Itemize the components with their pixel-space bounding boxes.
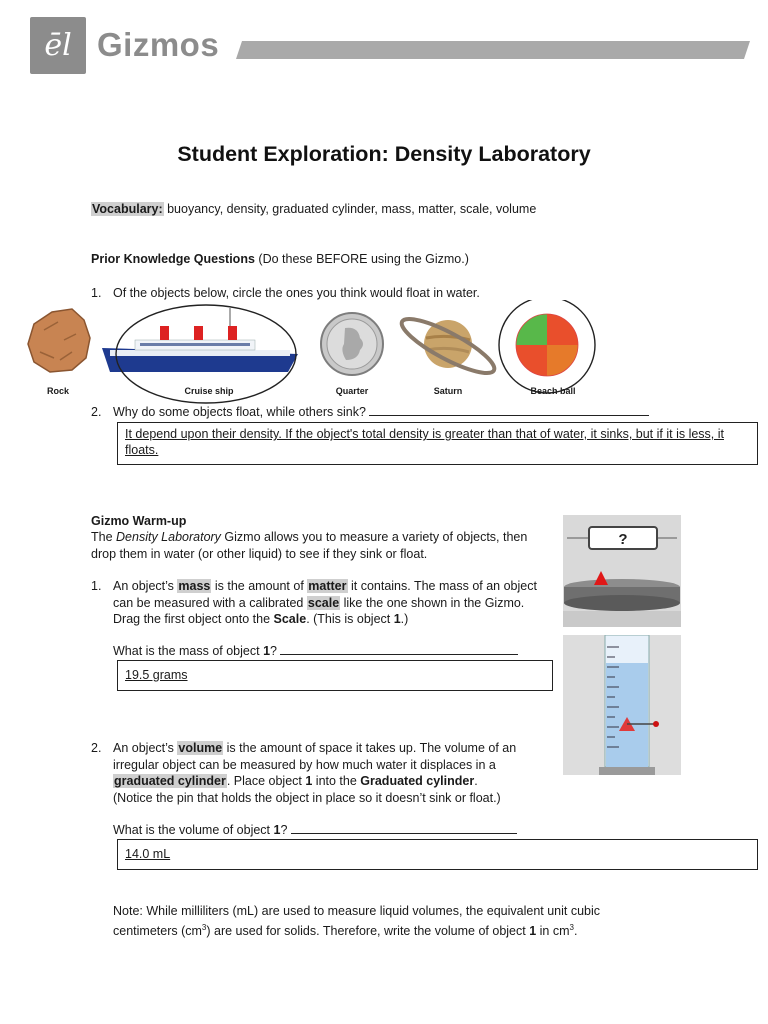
brand-name: Gizmos	[97, 26, 220, 63]
answer-box-q2[interactable]: It depend upon their density. If the object's total density is greater than that of water, it sinks, but if it is less, it floats.	[117, 422, 758, 465]
prior-knowledge-heading: Prior Knowledge Questions	[91, 252, 255, 266]
saturn-image	[396, 310, 500, 382]
volume-prompt: What is the volume of object 1?	[113, 822, 517, 839]
gizmos-logo: ēl	[30, 17, 86, 74]
warmup-question-1: 1. An object’s mass is the amount of matter it contains. The mass of an object can be measured with a calibrated scale like the one shown in the Gizmo. Drag the first object onto the Scale. (This is object 1.)	[91, 579, 537, 626]
scale-display-text: ?	[618, 531, 628, 548]
header-bar	[236, 41, 750, 59]
caption-beach-ball: Beach ball	[530, 386, 576, 396]
caption-rock: Rock	[46, 386, 69, 396]
vocabulary-line	[91, 201, 536, 218]
warmup-question-2: 2. An object’s volume is the amount of space it takes up. The volume of an irregular object can be measured by how much water it displaces in a graduated cylinder. Place object 1 into the Graduated cylinder. (Notice the pin that holds the object in place so it doesn’t sink or float.)	[91, 741, 517, 805]
rock-image	[28, 309, 90, 372]
cm3-note: Note: While milliliters (mL) are used to measure liquid volumes, the equivalent unit cubic centimeters $(cm^3)$ are used for solids. Therefore, write the volume of object 1 in $cm^3$.	[113, 904, 601, 938]
scale-image	[563, 515, 681, 627]
prior-knowledge-heading-line	[91, 251, 469, 268]
answer-line	[369, 415, 649, 416]
prior-knowledge-note: (Do these BEFORE using the Gizmo.)	[258, 252, 469, 266]
question-1: 1. Of the objects below, circle the ones you think would float in water.	[91, 286, 480, 300]
beach-ball-image	[499, 300, 595, 393]
mass-prompt: What is the mass of object 1?	[113, 643, 518, 660]
volume-answer-line	[291, 833, 517, 834]
volume-answer-box[interactable]: 14.0 mL	[117, 839, 758, 870]
caption-quarter: Quarter	[335, 386, 369, 396]
page-title: Student Exploration: Density Laboratory	[177, 142, 591, 166]
caption-cruise-ship: Cruise ship	[184, 386, 234, 396]
vocabulary-terms: buoyancy, density, graduated cylinder, mass, matter, scale, volume	[167, 202, 537, 216]
caption-saturn: Saturn	[433, 386, 463, 396]
quarter-image	[321, 313, 383, 375]
mass-answer-line	[280, 654, 518, 655]
objects-illustration	[20, 300, 610, 405]
mass-answer-box[interactable]: 19.5 grams	[117, 660, 553, 691]
vocabulary-label: Vocabulary:	[92, 202, 163, 216]
question-2: 2. Why do some objects float, while others sink?	[91, 404, 649, 421]
warmup-intro: The Density Laboratory Gizmo allows you to measure a variety of objects, then drop them in water (or other liquid) to see if they sink or float.	[91, 530, 528, 561]
graduated-cylinder-image	[563, 635, 681, 775]
warmup-heading: Gizmo Warm-up	[91, 514, 187, 528]
